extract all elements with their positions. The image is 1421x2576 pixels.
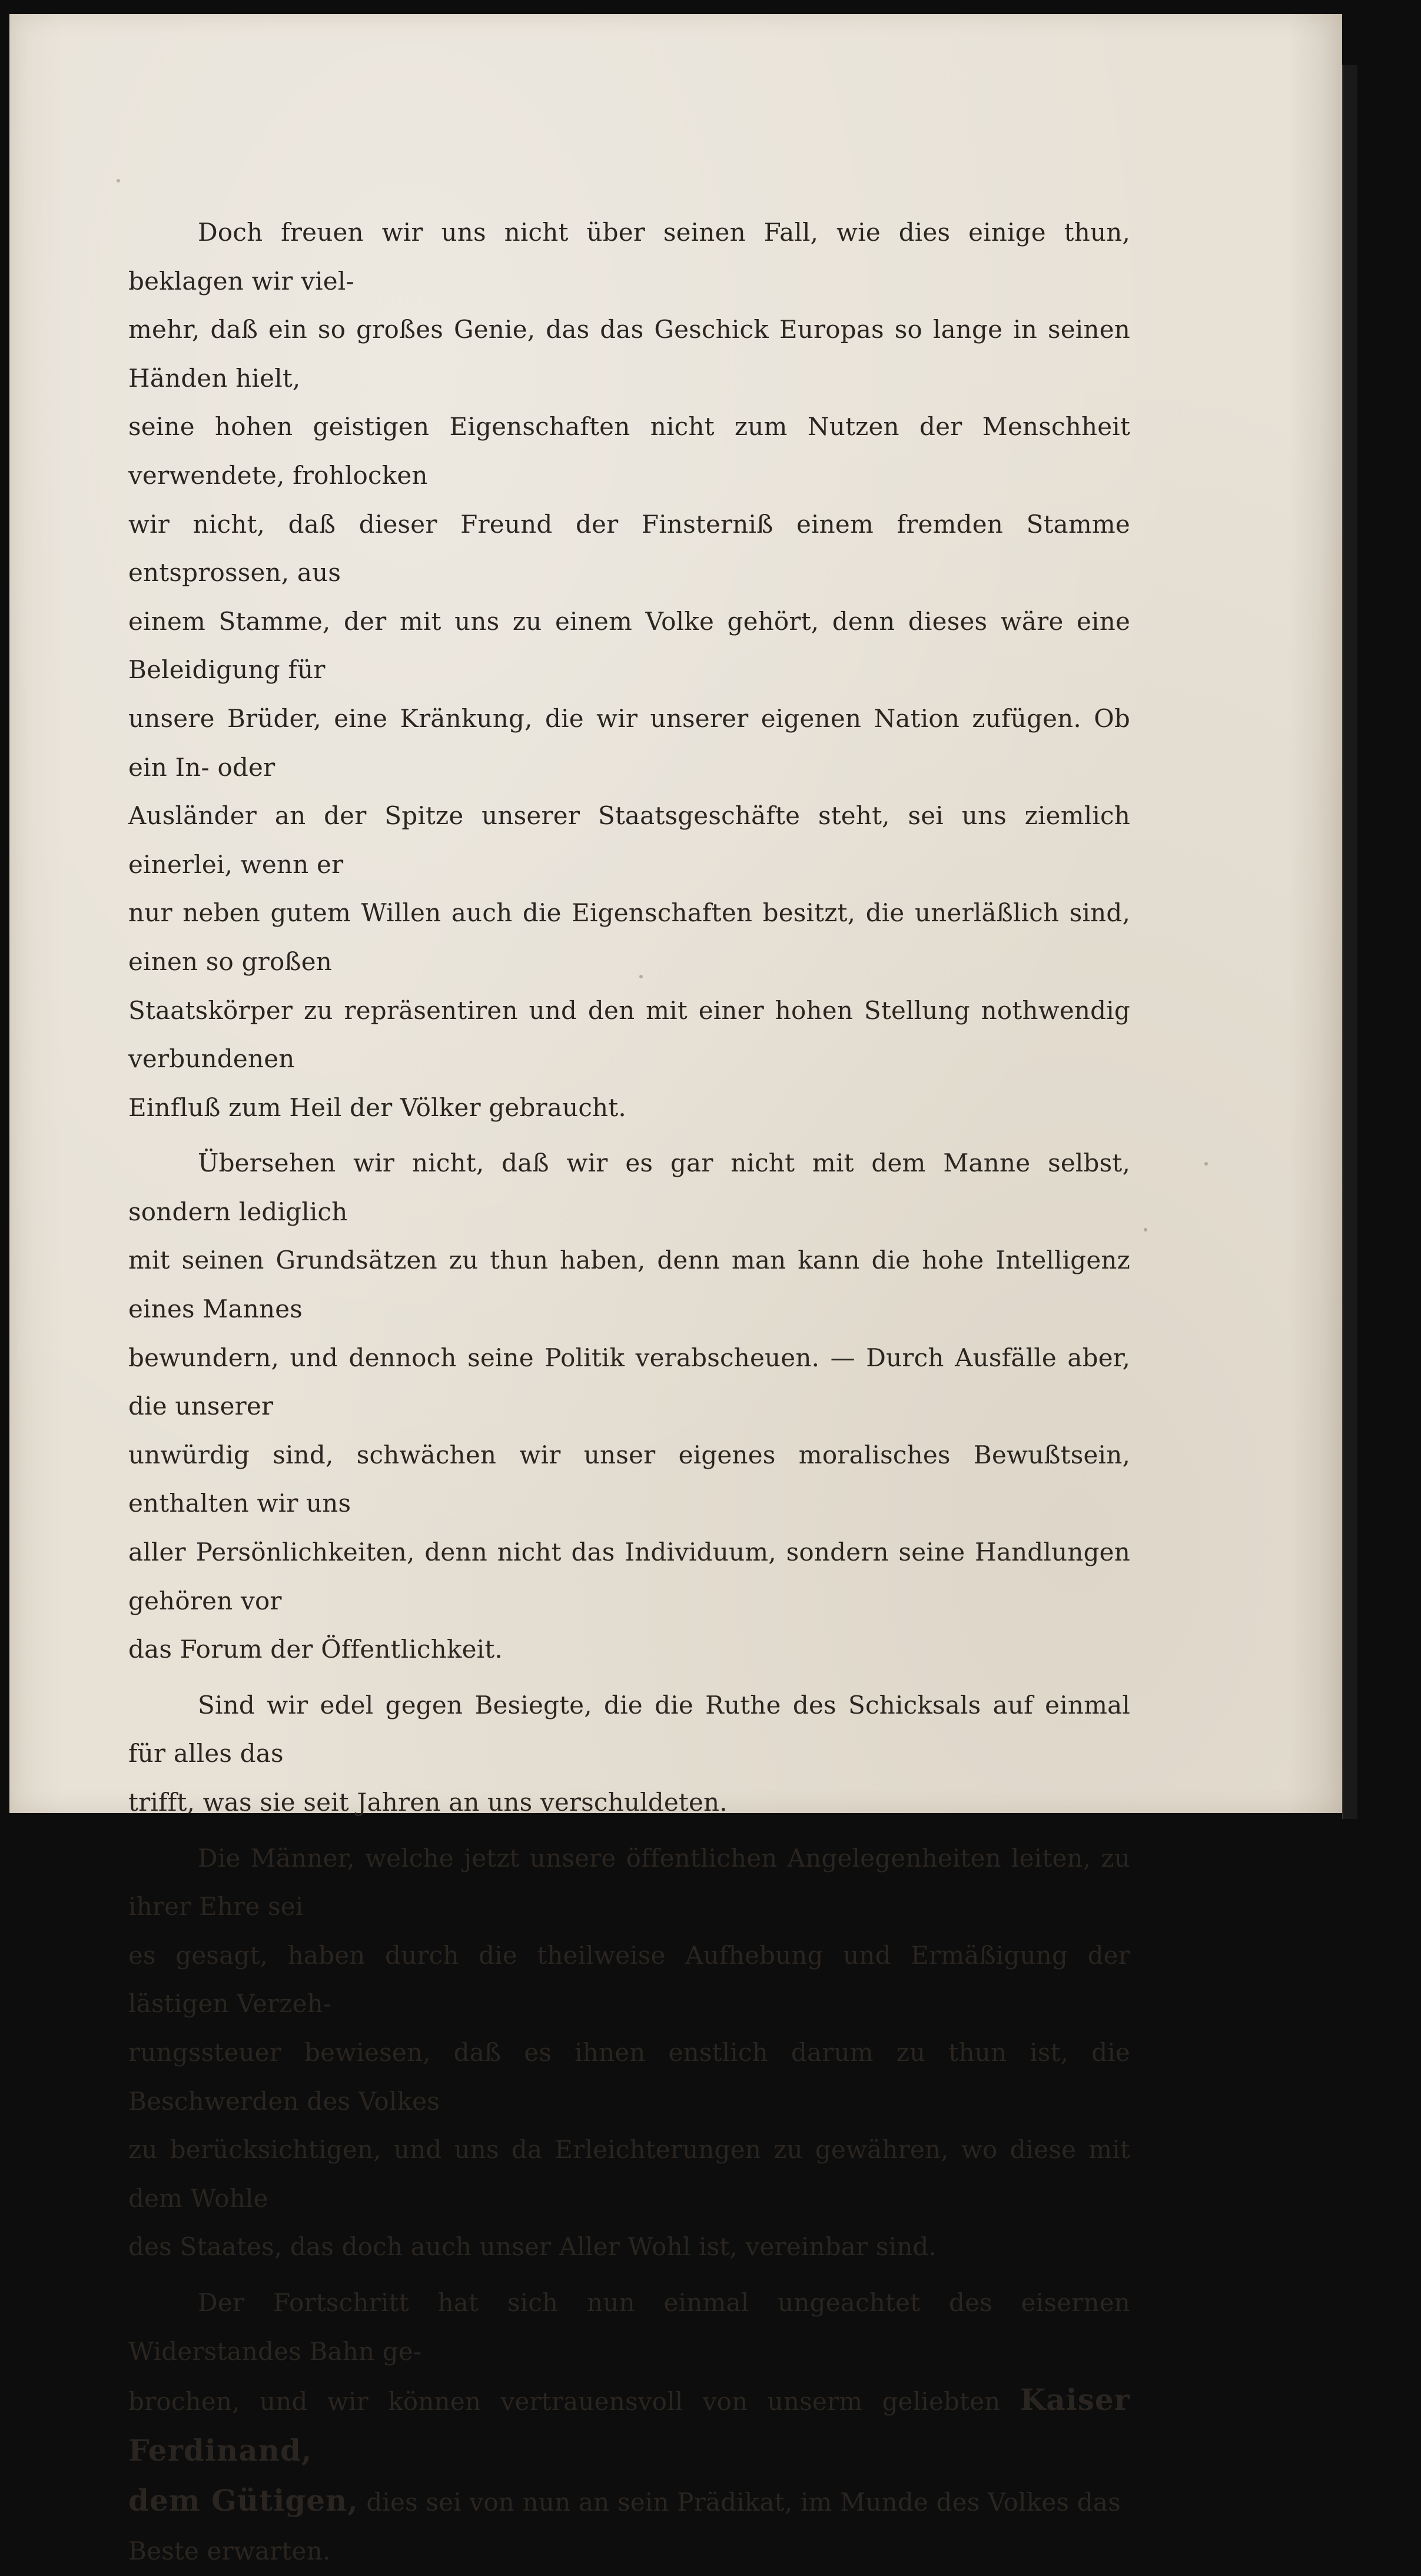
emphasis-dem-guetigen: dem Gütigen, <box>128 2483 358 2518</box>
paragraph-2: Übersehen wir nicht, daß wir es gar nicht mit dem Manne selbst, sondern lediglich mit seinen Grundsätzen zu thun haben, denn man kann die hohe Intelligenz eines Mannes bewundern, und dennoch seine Politik verabscheuen. — Durch Ausfälle aber, die unserer unwürdig sind, schwächen wir unser eigenes moralisches Bewußtsein, enthalten wir uns aller Persönlichkeiten, denn nicht das Individuum, sondern seine Handlungen gehören vor das Forum der Öffentlichkeit. <box>128 1148 1130 1664</box>
page-edge-shadow <box>1342 65 1357 1819</box>
paper-speck <box>117 179 120 182</box>
body-text <box>128 208 1130 2576</box>
paragraph-5 <box>128 2279 1130 2576</box>
paragraph-3: Sind wir edel gegen Besiegte, die die Ruthe des Schicksals auf einmal für alles das trifft, was sie seit Jahren an uns verschuldeten. <box>128 1690 1130 1817</box>
paragraph-5-text-before: Der Fortschritt hat sich nun einmal ungeachtet des eisernen Widerstandes Bahn ge- brochen, und wir können vertrauensvoll von unserm geliebten <box>128 2288 1130 2416</box>
paragraph-4: Die Männer, welche jetzt unsere öffentlichen Angelegenheiten leiten, zu ihrer Ehre sei es gesagt, haben durch die theilweise Aufhebung und Ermäßigung der lästigen Verzeh- rungssteuer bewiesen, daß es ihnen enstlich darum zu thun ist, die Beschwerden des Volkes zu berücksichtigen, und uns da Erleichterungen zu gewähren, wo diese mit dem Wohle des Staates, das doch auch unser Aller Wohl ist, vereinbar sind. <box>128 1843 1130 2262</box>
emphasis-kaiser-ferdinand: Kaiser Ferdinand, <box>128 2382 1130 2468</box>
paper-speck <box>1144 1228 1147 1231</box>
paragraph-1: Doch freuen wir uns nicht über seinen Fall, wie dies einige thun, beklagen wir viel- mehr, daß ein so großes Genie, das das Geschick Europas so lange in seinen Händen hielt, seine hohen geistigen Eigenschaften nicht zum Nutzen der Menschheit verwendete, frohlocken wir nicht, daß dieser Freund der Finsterniß einem fremden Stamme entsprossen, aus einem Stamme, der mit uns zu einem Volke gehört, denn dieses wäre eine Beleidigung für unsere Brüder, eine Kränkung, die wir unserer eigenen Nation zufügen. Ob ein In- oder Ausländer an der Spitze unserer Staatsgeschäfte steht, sei uns ziemlich einerlei, wenn er nur neben gutem Willen auch die Eigenschaften besitzt, die unerläßlich sind, einen so großen Staatskörper zu repräsentiren und den mit einer hohen Stellung nothwendig verbundenen Einfluß zum Heil der Völker gebraucht. <box>128 218 1130 1122</box>
paper-sheet <box>9 14 1342 2565</box>
paragraph-5-text-after: dies sei von nun an sein Prädikat, im Munde des Volkes das Beste erwarten. <box>128 2488 1121 2565</box>
paper-speck <box>1204 1162 1208 1166</box>
